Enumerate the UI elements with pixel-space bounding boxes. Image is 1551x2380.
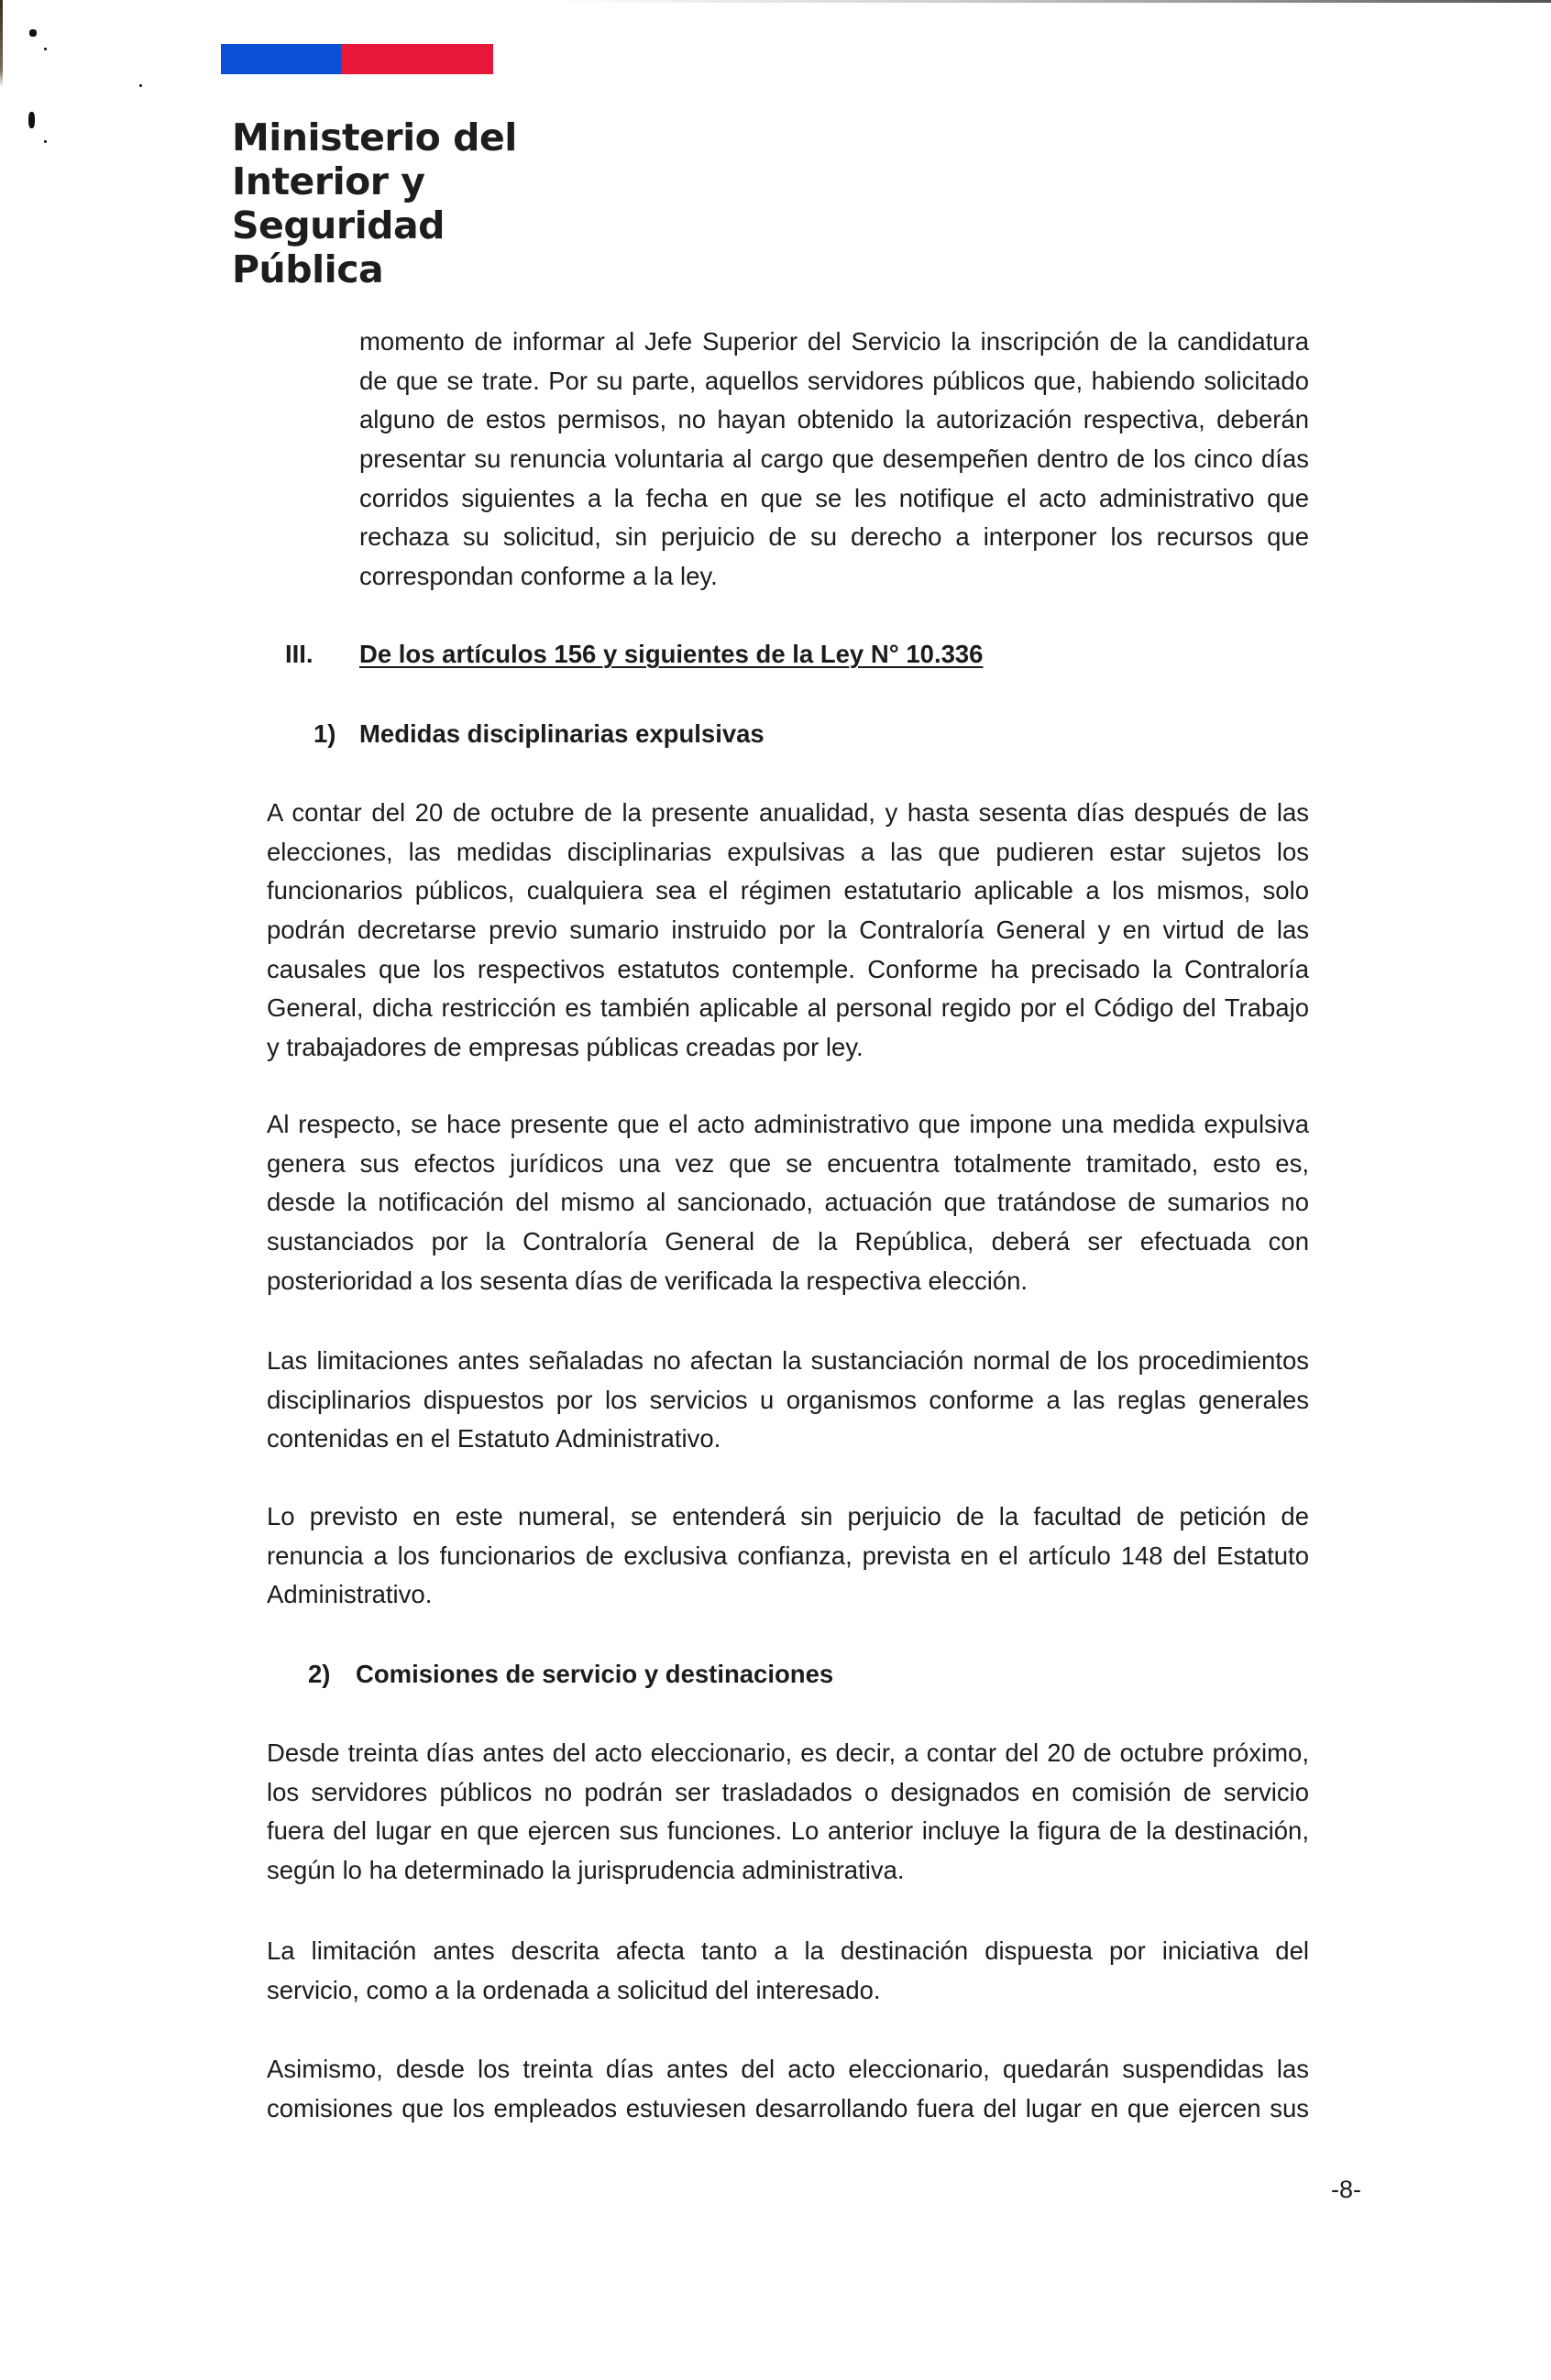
text-line: según lo ha determinado la jurisprudencia administrativa. bbox=[267, 1856, 905, 1885]
ministry-logo-text bbox=[232, 115, 517, 291]
text-line: A contar del 20 de octubre de la presente anualidad, y hasta sesenta días después de las bbox=[267, 798, 1309, 827]
text-line: disciplinarios dispuestos por los servicios u organismos conforme a las reglas generales bbox=[267, 1385, 1309, 1414]
text-line: momento de informar al Jefe Superior del Servicio la inscripción de la candidatura bbox=[359, 327, 1309, 356]
scan-speck bbox=[139, 84, 142, 87]
scan-speck bbox=[28, 112, 35, 128]
text-line: corridos siguientes a la fecha en que se les notifique el acto administrativo que bbox=[359, 483, 1309, 512]
logo-line: Interior y bbox=[232, 159, 425, 203]
ministry-flag-bar bbox=[221, 44, 493, 74]
text-line: Asimismo, desde los treinta días antes del acto eleccionario, quedarán suspendidas las bbox=[267, 2055, 1309, 2083]
page-number: -8- bbox=[1331, 2176, 1361, 2203]
flag-red-segment bbox=[341, 44, 493, 74]
text-line: General, dicha restricción es también aplicable al personal regido por el Código del Trabajo bbox=[267, 993, 1309, 1023]
text-line: desde la notificación del mismo al sancionado, actuación que tratándose de sumarios no bbox=[267, 1188, 1309, 1217]
paragraph bbox=[267, 2050, 1309, 2128]
scan-speck bbox=[44, 48, 47, 50]
paragraph bbox=[267, 1932, 1309, 2010]
text-line: renuncia a los funcionarios de exclusiva confianza, prevista en el artículo 148 del Estatuto bbox=[267, 1541, 1309, 1570]
paragraph bbox=[267, 1342, 1309, 1459]
text-line: fuera del lugar en que ejercen sus funciones. Lo anterior incluye la figura de la destinación, bbox=[267, 1816, 1309, 1846]
text-line: contenidas en el Estatuto Administrativo. bbox=[267, 1424, 721, 1453]
text-line: Desde treinta días antes del acto eleccionario, es decir, a contar del 20 de octubre próximo, bbox=[267, 1738, 1309, 1767]
text-line: los servidores públicos no podrán ser trasladados o designados en comisión de servicio bbox=[267, 1777, 1309, 1806]
text-line: elecciones, las medidas disciplinarias expulsivas a las que pudieren estar sujetos los bbox=[267, 837, 1309, 866]
subsection-title: Comisiones de servicio y destinaciones bbox=[356, 1660, 834, 1688]
paragraph bbox=[267, 794, 1309, 1068]
section-title: De los artículos 156 y siguientes de la Ley N° 10.336 bbox=[359, 640, 984, 668]
text-line: podrán decretarse previo sumario instruido por la Contraloría General y en virtud de las bbox=[267, 916, 1309, 945]
text-line: causales que los respectivos estatutos contemple. Conforme ha precisado la Contraloría bbox=[267, 954, 1309, 983]
logo-line: Seguridad bbox=[232, 203, 446, 247]
subsection-number: 2) bbox=[308, 1660, 331, 1688]
text-line: La limitación antes descrita afecta tanto a la destinación dispuesta por iniciativa del bbox=[267, 1936, 1309, 1965]
text-line: Administrativo. bbox=[267, 1580, 433, 1609]
logo-line: Pública bbox=[232, 247, 384, 291]
text-line: alguno de estos permisos, no hayan obtenido la autorización respectiva, deberán bbox=[359, 405, 1309, 434]
text-line: Al respecto, se hace presente que el acto administrativo que impone una medida expulsiva bbox=[267, 1110, 1309, 1138]
text-line: sustanciados por la Contraloría General de la República, deberá ser efectuada con bbox=[267, 1227, 1309, 1256]
scan-speck bbox=[29, 29, 37, 37]
text-line: servicio, como a la ordenada a solicitud del interesado. bbox=[267, 1975, 881, 2004]
text-line: de que se trate. Por su parte, aquellos servidores públicos que, habiendo solicitado bbox=[359, 366, 1309, 395]
text-line: genera sus efectos jurídicos una vez que se encuentra totalmente tramitado, esto es, bbox=[267, 1148, 1309, 1178]
text-line: rechaza su solicitud, sin perjuicio de su derecho a interponer los recursos que bbox=[359, 522, 1309, 552]
subsection-number: 1) bbox=[314, 719, 336, 748]
text-line: posterioridad a los sesenta días de verificada la respectiva elección. bbox=[267, 1266, 1028, 1295]
text-line: comisiones que los empleados estuviesen desarrollando fuera del lugar en que ejercen sus bbox=[267, 2093, 1309, 2122]
text-line: presentar su renuncia voluntaria al cargo que desempeñen dentro de los cinco días bbox=[359, 444, 1309, 474]
text-line: Lo previsto en este numeral, se entenderá sin perjuicio de la facultad de petición de bbox=[267, 1502, 1309, 1530]
text-line: funcionarios públicos, cualquiera sea el régimen estatutario aplicable a los mismos, solo bbox=[267, 876, 1309, 905]
scan-edge-left bbox=[0, 0, 3, 87]
subsection-title: Medidas disciplinarias expulsivas bbox=[359, 719, 764, 748]
text-line: correspondan conforme a la ley. bbox=[359, 562, 718, 591]
scan-edge-top bbox=[550, 0, 1551, 3]
paragraph bbox=[267, 1497, 1309, 1615]
continuation-paragraph bbox=[359, 323, 1309, 597]
text-line: Las limitaciones antes señaladas no afectan la sustanciación normal de los procedimientos bbox=[267, 1346, 1309, 1375]
section-numeral: III. bbox=[285, 640, 314, 668]
paragraph bbox=[267, 1734, 1309, 1891]
scan-speck bbox=[44, 140, 47, 143]
logo-line: Ministerio del bbox=[232, 115, 517, 159]
paragraph bbox=[267, 1105, 1309, 1300]
flag-blue-segment bbox=[221, 44, 341, 74]
text-line: y trabajadores de empresas públicas creadas por ley. bbox=[267, 1033, 864, 1062]
